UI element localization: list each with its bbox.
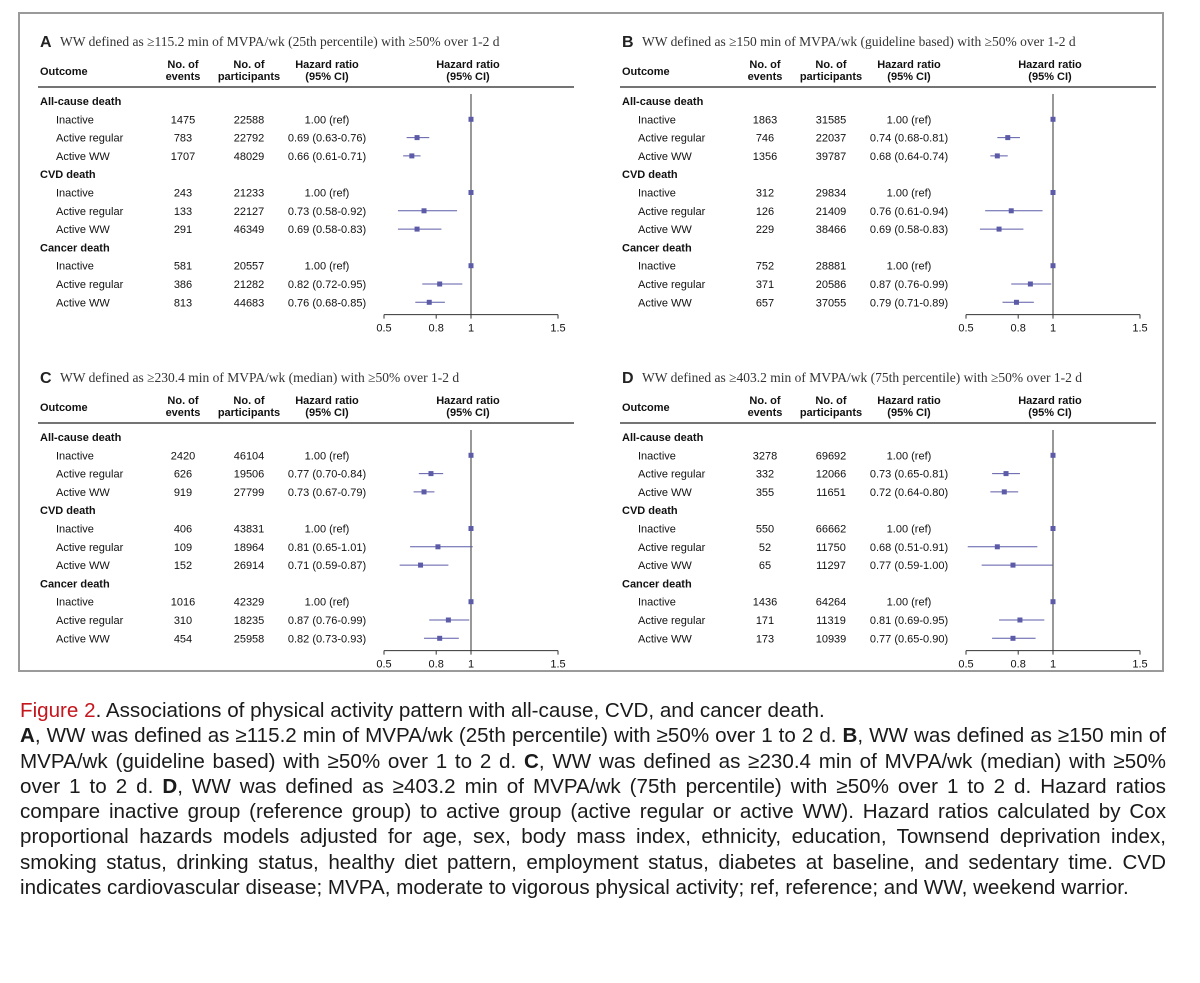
row-label: Inactive <box>56 114 94 127</box>
row-hr-text: 0.77 (0.59-1.00) <box>869 560 949 573</box>
header-outcome: Outcome <box>40 66 88 78</box>
hr-marker <box>469 526 474 531</box>
row-participants: 27799 <box>233 486 265 499</box>
row-participants: 22792 <box>233 132 265 145</box>
row-events: 454 <box>173 633 193 646</box>
row-participants: 66662 <box>815 523 847 536</box>
row-label: Active WW <box>56 560 110 573</box>
x-tick-label: 1 <box>1049 322 1057 335</box>
group-label: All-cause death <box>40 96 122 108</box>
header-events-line2: events <box>165 71 201 83</box>
row-events: 406 <box>173 523 193 536</box>
panel-letter: D <box>622 370 634 387</box>
hr-marker <box>1017 618 1022 623</box>
row-hr-text: 0.74 (0.68-0.81) <box>869 132 949 145</box>
row-label: Active regular <box>638 205 706 218</box>
hr-marker <box>995 544 1000 549</box>
hr-marker <box>1028 282 1033 287</box>
row-participants: 26914 <box>233 560 265 573</box>
hr-marker <box>422 489 427 494</box>
panel-c <box>34 360 594 680</box>
group-label: Cancer death <box>40 578 110 591</box>
row-label: Active WW <box>56 633 110 646</box>
panel-d <box>616 360 1176 680</box>
row-hr-text: 0.82 (0.72-0.95) <box>287 279 367 291</box>
row-events: 550 <box>755 523 775 536</box>
x-tick-label: 0.8 <box>428 322 444 335</box>
header-hr-plot-line2: (95% CI) <box>446 71 490 83</box>
row-events: 133 <box>173 205 193 218</box>
row-events: 813 <box>173 297 193 310</box>
row-participants: 20586 <box>815 279 847 291</box>
header-events-line2: events <box>747 407 783 419</box>
row-events: 1475 <box>170 114 196 127</box>
header-hr-plot-line1: Hazard ratio <box>1018 59 1082 71</box>
hr-marker <box>1051 526 1056 531</box>
row-label: Active WW <box>638 224 692 237</box>
header-hr-plot-line1: Hazard ratio <box>1018 395 1082 407</box>
x-tick-label: 0.8 <box>1010 322 1026 335</box>
panel-letter: B <box>622 34 634 51</box>
hr-marker <box>422 208 427 213</box>
hr-marker <box>1051 263 1056 268</box>
row-participants: 18235 <box>233 615 265 627</box>
hr-marker <box>1002 489 1007 494</box>
hr-marker <box>428 471 433 476</box>
x-tick-label: 0.5 <box>376 322 392 335</box>
row-label: Active regular <box>56 541 124 554</box>
panel-title: WW defined as ≥230.4 min of MVPA/wk (median) with ≥50% over 1-2 d <box>60 370 460 385</box>
row-participants: 42329 <box>233 596 265 609</box>
row-hr-text: 0.81 (0.65-1.01) <box>287 541 367 554</box>
row-events: 371 <box>755 279 775 291</box>
row-label: Active regular <box>638 541 706 554</box>
row-events: 355 <box>755 486 775 499</box>
x-tick-label: 0.8 <box>428 658 444 671</box>
row-hr-text: 0.69 (0.58-0.83) <box>287 224 367 237</box>
row-hr-text: 0.82 (0.73-0.93) <box>287 633 367 646</box>
row-events: 52 <box>758 541 772 554</box>
row-label: Active WW <box>638 560 692 573</box>
row-label: Active regular <box>638 279 706 291</box>
header-hr-line2: (95% CI) <box>887 71 931 83</box>
row-label: Inactive <box>638 260 676 273</box>
row-events: 783 <box>173 132 193 145</box>
hr-marker <box>469 453 474 458</box>
caption-panel-letter: C <box>523 749 539 773</box>
row-label: Active WW <box>56 486 110 499</box>
row-label: Active regular <box>56 615 124 627</box>
row-events: 243 <box>173 187 193 200</box>
row-hr-text: 0.76 (0.68-0.85) <box>287 297 367 310</box>
header-hr-line2: (95% CI) <box>305 71 349 83</box>
row-hr-text: 1.00 (ref) <box>304 187 350 200</box>
hr-marker <box>995 153 1000 158</box>
hr-marker <box>469 263 474 268</box>
row-hr-text: 0.73 (0.65-0.81) <box>869 468 949 481</box>
row-label: Inactive <box>56 260 94 273</box>
hr-marker <box>1005 135 1010 140</box>
row-events: 1707 <box>170 150 196 163</box>
header-hr-line1: Hazard ratio <box>877 59 941 71</box>
header-hr-line1: Hazard ratio <box>877 395 941 407</box>
row-hr-text: 0.72 (0.64-0.80) <box>869 486 949 499</box>
group-label: CVD death <box>40 169 96 182</box>
hr-marker <box>1051 190 1056 195</box>
header-outcome: Outcome <box>622 402 670 414</box>
x-tick-label: 0.5 <box>958 322 974 335</box>
panel-letter: C <box>40 370 52 387</box>
group-label: Cancer death <box>622 242 692 255</box>
row-events: 1863 <box>752 114 778 127</box>
row-events: 1436 <box>752 596 778 609</box>
caption-text: , WW was defined as ≥115.2 min of MVPA/wk (25th percentile) with ≥50% over 1 to 2 d. <box>34 724 843 748</box>
hr-marker <box>435 544 440 549</box>
row-participants: 21233 <box>233 187 265 200</box>
row-participants: 12066 <box>815 468 847 481</box>
row-participants: 69692 <box>815 450 847 463</box>
x-tick-label: 0.8 <box>1010 658 1026 671</box>
row-hr-text: 0.87 (0.76-0.99) <box>869 279 949 291</box>
group-label: All-cause death <box>40 432 122 444</box>
x-tick-label: 0.5 <box>958 658 974 671</box>
header-events-line1: No. of <box>167 395 199 407</box>
row-hr-text: 1.00 (ref) <box>304 523 350 536</box>
caption-title-line <box>20 698 1166 723</box>
row-label: Inactive <box>56 523 94 536</box>
row-events: 657 <box>755 297 775 310</box>
header-participants-line2: participants <box>217 71 281 83</box>
row-label: Inactive <box>56 450 94 463</box>
hr-marker <box>409 153 414 158</box>
row-hr-text: 0.79 (0.71-0.89) <box>869 297 949 310</box>
group-label: CVD death <box>622 169 678 182</box>
row-participants: 31585 <box>815 114 847 127</box>
row-events: 746 <box>755 132 775 145</box>
forest-plot-b <box>616 24 1176 344</box>
figure-caption <box>20 698 1166 900</box>
row-events: 312 <box>755 187 775 200</box>
row-events: 1016 <box>170 596 196 609</box>
x-tick-label: 1.5 <box>1132 658 1148 671</box>
row-label: Active regular <box>56 132 124 145</box>
group-label: Cancer death <box>622 578 692 591</box>
hr-marker <box>1051 599 1056 604</box>
row-hr-text: 0.87 (0.76-0.99) <box>287 615 367 627</box>
row-hr-text: 1.00 (ref) <box>886 114 932 127</box>
row-participants: 10939 <box>815 633 847 646</box>
row-label: Inactive <box>638 450 676 463</box>
row-label: Active regular <box>638 132 706 145</box>
row-label: Active regular <box>56 205 124 218</box>
row-events: 152 <box>173 560 193 573</box>
row-hr-text: 0.66 (0.61-0.71) <box>287 150 367 163</box>
header-outcome: Outcome <box>622 66 670 78</box>
caption-title: . Associations of physical activity pattern with all-cause, CVD, and cancer death. <box>95 699 825 722</box>
row-label: Active regular <box>56 279 124 291</box>
row-participants: 43831 <box>233 523 265 536</box>
row-hr-text: 0.73 (0.58-0.92) <box>287 205 367 218</box>
row-hr-text: 1.00 (ref) <box>886 187 932 200</box>
row-label: Inactive <box>56 187 94 200</box>
header-events-line2: events <box>747 71 783 83</box>
row-label: Active WW <box>638 297 692 310</box>
row-label: Inactive <box>638 523 676 536</box>
x-tick-label: 1 <box>467 658 475 671</box>
row-participants: 38466 <box>815 224 847 237</box>
hr-marker <box>1010 636 1015 641</box>
row-participants: 21282 <box>233 279 265 291</box>
row-hr-text: 0.69 (0.58-0.83) <box>869 224 949 237</box>
row-hr-text: 0.68 (0.51-0.91) <box>869 541 949 554</box>
row-hr-text: 0.71 (0.59-0.87) <box>287 560 367 573</box>
x-tick-label: 1.5 <box>550 322 566 335</box>
row-hr-text: 0.77 (0.70-0.84) <box>287 468 367 481</box>
row-participants: 37055 <box>815 297 847 310</box>
row-participants: 22037 <box>815 132 847 145</box>
row-participants: 46104 <box>233 450 265 463</box>
row-label: Inactive <box>638 596 676 609</box>
forest-plot-d <box>616 360 1176 680</box>
forest-plot-a <box>34 24 594 344</box>
header-participants-line1: No. of <box>233 395 265 407</box>
row-events: 919 <box>173 486 193 499</box>
header-events-line1: No. of <box>749 59 781 71</box>
row-participants: 20557 <box>233 260 265 273</box>
forest-plot-c <box>34 360 594 680</box>
row-participants: 11750 <box>816 541 846 554</box>
caption-panel-letter: B <box>842 724 858 748</box>
hr-marker <box>1014 300 1019 305</box>
row-events: 581 <box>173 260 193 273</box>
row-participants: 22588 <box>233 114 265 127</box>
hr-marker <box>1051 117 1056 122</box>
row-label: Active regular <box>638 615 706 627</box>
row-label: Active regular <box>56 468 124 481</box>
row-participants: 39787 <box>815 150 847 163</box>
row-label: Inactive <box>638 187 676 200</box>
hr-marker <box>1009 208 1014 213</box>
row-participants: 29834 <box>815 187 847 200</box>
panel-a <box>34 24 594 344</box>
x-tick-label: 1 <box>1049 658 1057 671</box>
row-events: 752 <box>755 260 775 273</box>
row-hr-text: 1.00 (ref) <box>886 450 932 463</box>
row-hr-text: 1.00 (ref) <box>886 260 932 273</box>
caption-panel-letter: D <box>162 774 178 798</box>
row-label: Active WW <box>56 297 110 310</box>
row-events: 1356 <box>752 150 778 163</box>
row-label: Inactive <box>638 114 676 127</box>
hr-marker <box>446 618 451 623</box>
row-hr-text: 0.76 (0.61-0.94) <box>869 205 949 218</box>
figure-label: Figure 2 <box>20 699 96 722</box>
hr-marker <box>437 636 442 641</box>
header-participants-line2: participants <box>217 407 281 419</box>
row-events: 229 <box>755 224 775 237</box>
row-participants: 18964 <box>233 541 265 554</box>
header-hr-plot-line2: (95% CI) <box>446 407 490 419</box>
row-hr-text: 1.00 (ref) <box>886 596 932 609</box>
caption-panel-letter: A <box>20 724 35 748</box>
row-participants: 11319 <box>816 615 846 627</box>
panel-title: WW defined as ≥403.2 min of MVPA/wk (75th percentile) with ≥50% over 1-2 d <box>642 370 1082 385</box>
row-participants: 19506 <box>233 468 265 481</box>
row-label: Active WW <box>638 486 692 499</box>
row-events: 171 <box>755 615 775 627</box>
hr-marker <box>415 135 420 140</box>
header-hr-plot-line1: Hazard ratio <box>436 395 500 407</box>
row-hr-text: 0.77 (0.65-0.90) <box>869 633 949 646</box>
row-hr-text: 1.00 (ref) <box>886 523 932 536</box>
row-label: Active WW <box>638 150 692 163</box>
group-label: Cancer death <box>40 242 110 255</box>
row-hr-text: 1.00 (ref) <box>304 596 350 609</box>
header-participants-line1: No. of <box>815 395 847 407</box>
hr-marker <box>427 300 432 305</box>
header-hr-line1: Hazard ratio <box>295 395 359 407</box>
header-participants-line2: participants <box>799 71 863 83</box>
row-participants: 48029 <box>233 150 265 163</box>
row-events: 2420 <box>170 450 196 463</box>
hr-marker <box>437 282 442 287</box>
row-events: 310 <box>173 615 193 627</box>
header-events-line2: events <box>165 407 201 419</box>
row-events: 291 <box>173 224 193 237</box>
header-events-line1: No. of <box>167 59 199 71</box>
row-hr-text: 0.68 (0.64-0.74) <box>869 150 949 163</box>
group-label: All-cause death <box>622 432 704 444</box>
hr-marker <box>1004 471 1009 476</box>
group-label: CVD death <box>40 505 96 518</box>
row-participants: 22127 <box>233 205 265 218</box>
caption-text: , WW was defined as ≥230.4 min of MVPA/wk (median) with ≥50% over 1 to 2 d. <box>20 749 1166 798</box>
hr-marker <box>415 227 420 232</box>
row-label: Active WW <box>638 633 692 646</box>
group-label: All-cause death <box>622 96 704 108</box>
panel-b <box>616 24 1176 344</box>
row-events: 173 <box>755 633 775 646</box>
hr-marker <box>469 117 474 122</box>
row-events: 109 <box>173 541 193 554</box>
x-tick-label: 1 <box>467 322 475 335</box>
panel-title: WW defined as ≥150 min of MVPA/wk (guideline based) with ≥50% over 1-2 d <box>642 34 1076 49</box>
header-hr-plot-line2: (95% CI) <box>1028 71 1072 83</box>
row-label: Active WW <box>56 224 110 237</box>
row-participants: 64264 <box>815 596 847 609</box>
caption-body <box>20 723 1166 900</box>
row-participants: 11651 <box>816 486 846 499</box>
group-label: CVD death <box>622 505 678 518</box>
row-hr-text: 1.00 (ref) <box>304 114 350 127</box>
row-events: 3278 <box>752 450 778 463</box>
row-participants: 21409 <box>815 205 847 218</box>
row-label: Inactive <box>56 596 94 609</box>
header-hr-line2: (95% CI) <box>305 407 349 419</box>
hr-marker <box>997 227 1002 232</box>
x-tick-label: 1.5 <box>1132 322 1148 335</box>
x-tick-label: 1.5 <box>550 658 566 671</box>
row-label: Active WW <box>56 150 110 163</box>
header-events-line1: No. of <box>749 395 781 407</box>
header-hr-line2: (95% CI) <box>887 407 931 419</box>
header-hr-line1: Hazard ratio <box>295 59 359 71</box>
row-hr-text: 0.81 (0.69-0.95) <box>869 615 949 627</box>
row-participants: 11297 <box>816 560 846 573</box>
row-hr-text: 0.73 (0.67-0.79) <box>287 486 367 499</box>
x-tick-label: 0.5 <box>376 658 392 671</box>
hr-marker <box>1051 453 1056 458</box>
panel-letter: A <box>40 34 52 51</box>
caption-text: , WW was defined as ≥403.2 min of MVPA/wk (75th percentile) with ≥50% over 1 to 2 d. Hazard ratios compare inactive group (reference group) to active group (active regular or active WW). Hazard ratios calculated by Cox proportional hazards models adjusted for age, sex, body mass index, ethnicity, education, Townsend deprivation index, smoking status, drinking status, healthy diet pattern, employment status, diabetes at baseline, and sedentary time. CVD indicates cardiovascular disease; MVPA, moderate to vigorous physical activity; ref, reference; and WW, weekend warrior. <box>20 774 1166 900</box>
header-participants-line1: No. of <box>233 59 265 71</box>
header-hr-plot-line1: Hazard ratio <box>436 59 500 71</box>
row-label: Active regular <box>638 468 706 481</box>
row-participants: 28881 <box>815 260 847 273</box>
row-events: 386 <box>173 279 193 291</box>
hr-marker <box>418 563 423 568</box>
row-hr-text: 1.00 (ref) <box>304 450 350 463</box>
hr-marker <box>469 190 474 195</box>
caption-text: , WW was defined as ≥150 min of MVPA/wk (guideline based) with ≥50% over 1 to 2 d. <box>20 724 1167 773</box>
row-participants: 46349 <box>233 224 265 237</box>
header-participants-line2: participants <box>799 407 863 419</box>
row-events: 626 <box>173 468 193 481</box>
hr-marker <box>1010 563 1015 568</box>
row-participants: 44683 <box>233 297 265 310</box>
row-hr-text: 1.00 (ref) <box>304 260 350 273</box>
row-events: 126 <box>755 205 775 218</box>
row-events: 65 <box>758 560 772 573</box>
hr-marker <box>469 599 474 604</box>
row-hr-text: 0.69 (0.63-0.76) <box>287 132 367 145</box>
header-outcome: Outcome <box>40 402 88 414</box>
row-events: 332 <box>755 468 775 481</box>
row-participants: 25958 <box>233 633 265 646</box>
panel-title: WW defined as ≥115.2 min of MVPA/wk (25th percentile) with ≥50% over 1-2 d <box>60 34 500 49</box>
header-participants-line1: No. of <box>815 59 847 71</box>
header-hr-plot-line2: (95% CI) <box>1028 407 1072 419</box>
